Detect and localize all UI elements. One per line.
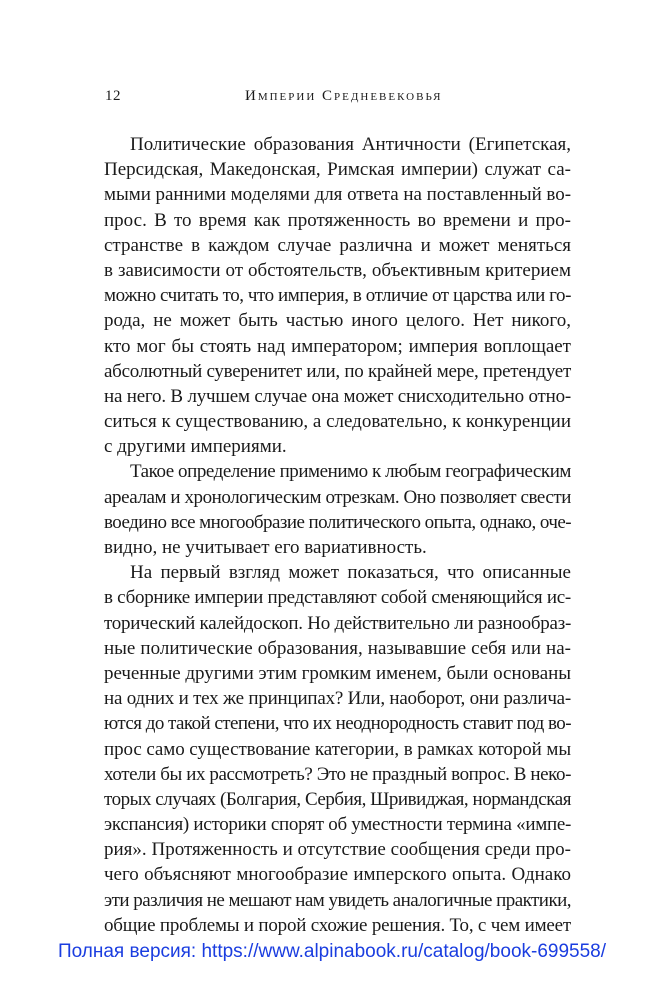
text-line: реченные другими этим громким именем, были основаны	[104, 662, 571, 684]
text-line: прос само существование категории, в рамках которой мы	[104, 738, 572, 760]
text-line: странстве в каждом случае различна и может меняться	[104, 234, 571, 256]
text-line: торический калейдоскоп. Но действительно ли разнообраз-	[104, 612, 572, 634]
text-line: в зависимости от обстоятельств, объективным критерием	[104, 259, 571, 281]
page-number: 12	[105, 88, 121, 104]
text-line: воедино все многообразие политического опыта, однако, оче-	[104, 511, 571, 533]
running-title: Империи Средневековья	[245, 88, 443, 104]
paragraph	[104, 459, 571, 560]
text-line: ситься к существованию, а следовательно, к конкуренции	[104, 411, 571, 433]
text-line: видно, не учитывает его вариативность.	[104, 537, 427, 558]
text-line: На первый взгляд может показаться, что описанные	[130, 562, 571, 584]
running-head	[105, 88, 569, 112]
text-line: в сборнике империи представляют собой сменяющийся ис-	[104, 587, 571, 609]
paragraph	[104, 560, 571, 938]
full-version-link[interactable]: Полная версия: https://www.alpinabook.ru/catalog/book-699558/	[57, 941, 607, 962]
text-line: чего объясняют многообразие имперского опыта. Однако	[104, 864, 571, 886]
text-line: экспансия) историки спорят об уместности термина «импе-	[104, 814, 572, 836]
text-line: прос. В то время как протяженность во времени и про-	[104, 209, 571, 231]
text-line: можно считать то, что империя, в отличие от царства или го-	[104, 285, 571, 307]
body-text	[104, 132, 571, 938]
paragraph	[104, 132, 571, 459]
text-line: с другими империями.	[104, 436, 287, 458]
text-line: мыми ранними моделями для ответа на поставленный во-	[104, 184, 571, 206]
text-line: торых случаях (Болгария, Сербия, Шривиджая, нормандская	[104, 788, 571, 810]
text-line: рода, не может быть частью иного целого. Нет никого,	[104, 310, 571, 332]
text-line: на одних и тех же принципах? Или, наоборот, они различа-	[104, 688, 571, 710]
text-line: Политические образования Античности (Египетская,	[130, 134, 571, 155]
text-line: ареалам и хронологическим отрезкам. Оно позволяет свести	[104, 486, 571, 508]
text-line: абсолютный суверенитет или, по крайней мере, претендует	[104, 360, 572, 382]
text-line: рия». Протяженность и отсутствие сообщения среди про-	[104, 839, 571, 861]
text-line: ются до такой степени, что их неоднородность ставит под во-	[104, 713, 571, 735]
text-line: ные политические образования, называвшие себя или на-	[104, 637, 571, 659]
text-line: Такое определение применимо к любым географическим	[130, 461, 571, 483]
text-line: Персидская, Македонская, Римская империи) служат са-	[104, 159, 571, 181]
text-line: эти различия не мешают нам увидеть аналогичные практики,	[104, 889, 571, 911]
text-line: кто мог бы стоять над императором; империя воплощает	[104, 335, 571, 357]
text-line: на него. В лучшем случае она может снисходительно отно-	[104, 385, 572, 407]
text-line: хотели бы их рассмотреть? Это не праздный вопрос. В неко-	[104, 763, 571, 785]
text-line: общие проблемы и порой схожие решения. То, с чем имеет	[104, 914, 571, 936]
